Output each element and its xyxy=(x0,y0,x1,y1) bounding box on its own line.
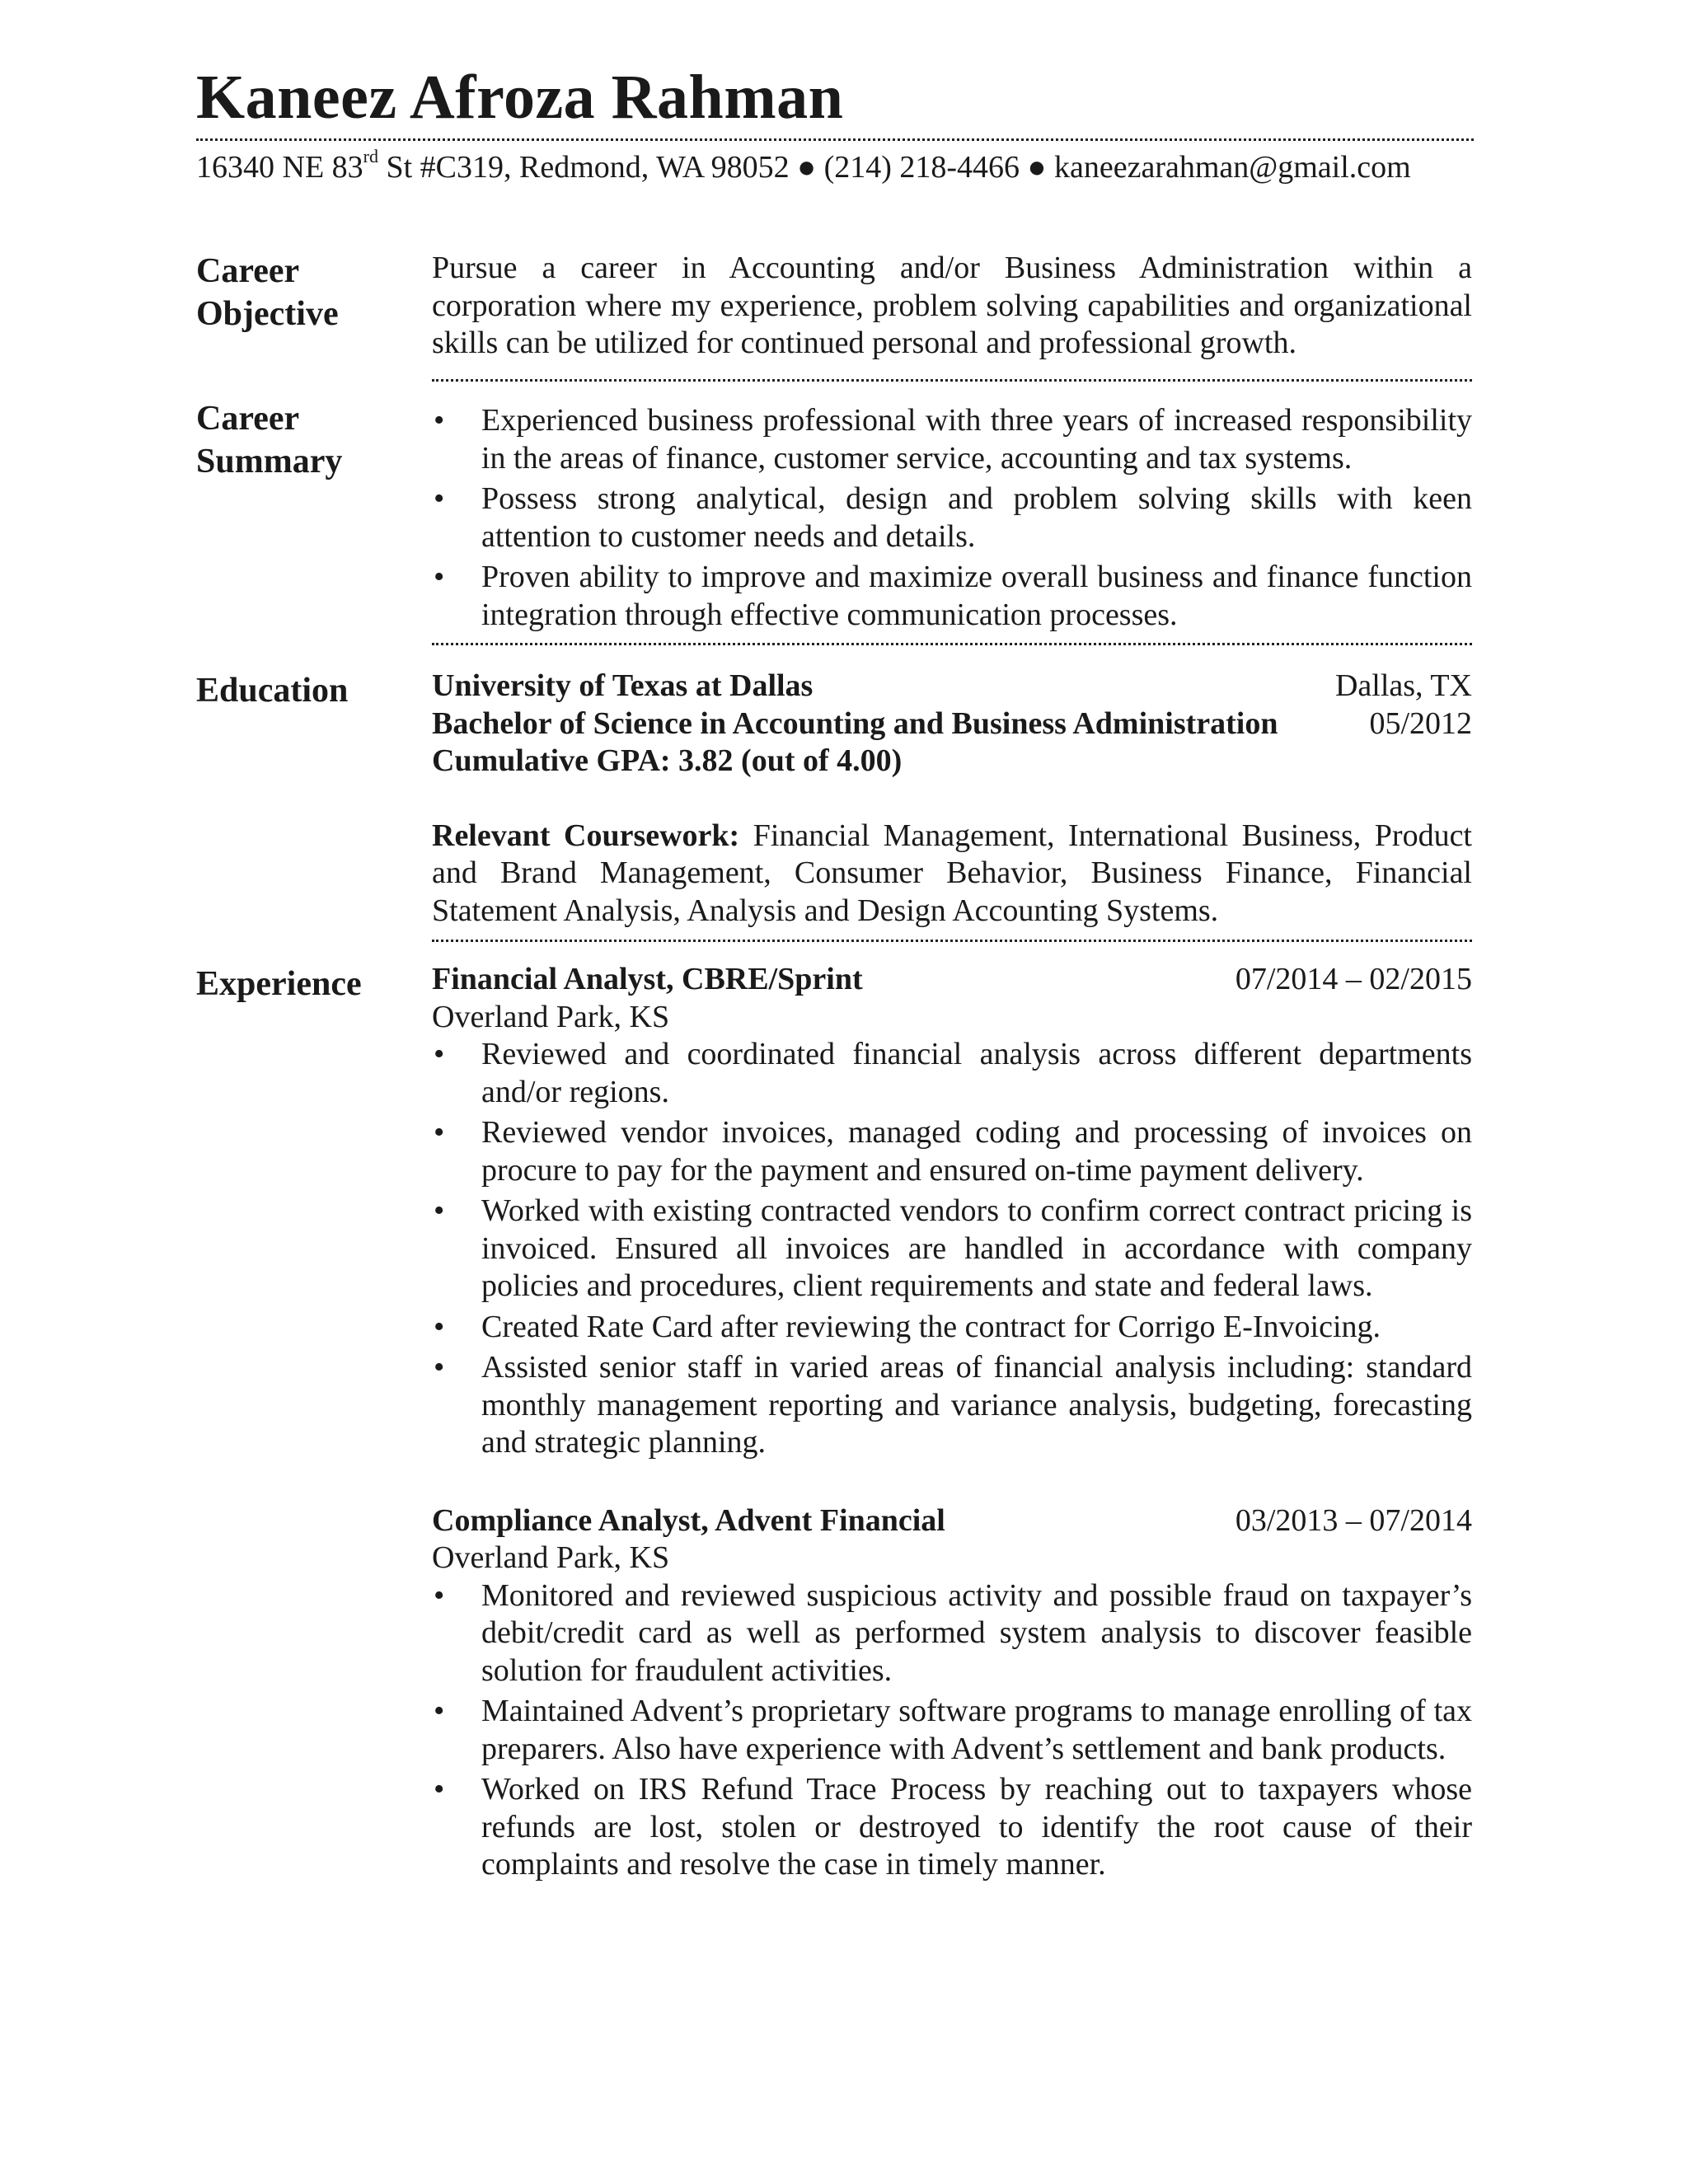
job-header xyxy=(432,961,1472,999)
degree: Bachelor of Science in Accounting and Business Administration xyxy=(432,705,1278,741)
education-degree-row xyxy=(432,705,1472,743)
job-header xyxy=(432,1502,1472,1540)
address: 16340 NE 83rd St #C319, Redmond, WA 98052 xyxy=(196,146,790,185)
job-dates: 03/2013 – 07/2014 xyxy=(1235,1502,1472,1538)
coursework: Relevant Coursework: Financial Management, International Business, Product and Brand Management, Consumer Behavior, Business Finance, Financial Statement Analysis, Analysis and Design Accounting Systems. xyxy=(432,818,1472,928)
contact-separator: ● xyxy=(789,150,824,185)
list-item: • Created Rate Card after reviewing the contract for Corrigo E-Invoicing. xyxy=(432,1309,1472,1347)
school-location: Dallas, TX xyxy=(1334,668,1472,703)
section-title-summary: Career Summary xyxy=(196,400,343,480)
list-item: • Worked on IRS Refund Trace Process by reaching out to taxpayers whose refunds are lost, stolen or destroyed to identify the root cause of their complaints and resolve the case in timely manner. xyxy=(432,1771,1472,1884)
section-divider xyxy=(432,940,1472,942)
section-title-objective: Career Objective xyxy=(196,252,339,333)
phone: (214) 218-4466 xyxy=(823,150,1020,185)
objective-text: Pursue a career in Accounting and/or Business Administration within a corporation where my experience, problem solving capabilities and organizational skills can be utilized for continued personal and professional growth. xyxy=(432,251,1472,360)
list-item: • Proven ability to improve and maximize overall business and finance function integration through effective communication processes. xyxy=(432,559,1472,634)
job-bullets xyxy=(432,1577,1472,1884)
education-school-row xyxy=(432,668,1472,705)
list-item: • Reviewed and coordinated financial analysis across different departments and/or regions. xyxy=(432,1036,1472,1111)
job-dates: 07/2014 – 02/2015 xyxy=(1235,962,1472,996)
job-location: Overland Park, KS xyxy=(432,999,670,1034)
header-divider xyxy=(196,138,1474,141)
list-item: • Assisted senior staff in varied areas of financial analysis including: standard monthly management reporting and variance analysis, budgeting, forecasting and strategic planning. xyxy=(432,1349,1472,1462)
contact-separator: ● xyxy=(1020,150,1054,185)
school-name: University of Texas at Dallas xyxy=(432,668,814,703)
list-item: • Worked with existing contracted vendors to confirm correct contract pricing is invoiced. Ensured all invoices are handled in accordance with company policies and procedures, client requirements and state and federal laws. xyxy=(432,1193,1472,1305)
list-item: • Maintained Advent’s proprietary software programs to manage enrolling of tax preparers. Also have experience with Advent’s settlement and bank products. xyxy=(432,1693,1472,1768)
resume-name: Kaneez Afroza Rahman xyxy=(196,63,844,132)
gpa: Cumulative GPA: 3.82 (out of 4.00) xyxy=(432,743,903,778)
list-item: • Monitored and reviewed suspicious activity and possible fraud on taxpayer’s debit/credit card as well as performed system analysis to discover feasible solution for fraudulent activities. xyxy=(432,1577,1472,1690)
summary-bullets xyxy=(432,402,1472,634)
job-entry xyxy=(432,961,1472,1462)
email: kaneezarahman@gmail.com xyxy=(1053,150,1411,185)
section-title-education: Education xyxy=(196,672,349,710)
section-title-experience: Experience xyxy=(196,965,362,1003)
job-title: Compliance Analyst, Advent Financial xyxy=(432,1502,945,1538)
contact-line xyxy=(196,147,1515,188)
job-entry xyxy=(432,1502,1472,1884)
list-item: • Possess strong analytical, design and problem solving skills with keen attention to customer needs and details. xyxy=(432,480,1472,555)
section-divider xyxy=(432,643,1472,645)
list-item: • Reviewed vendor invoices, managed coding and processing of invoices on procure to pay for the payment and ensured on-time payment delivery. xyxy=(432,1114,1472,1189)
job-location: Overland Park, KS xyxy=(432,1540,670,1575)
job-bullets xyxy=(432,1036,1472,1462)
job-title: Financial Analyst, CBRE/Sprint xyxy=(432,962,863,996)
section-divider xyxy=(432,379,1472,382)
experience-content xyxy=(432,961,1472,1887)
degree-date: 05/2012 xyxy=(1369,705,1472,741)
summary-content xyxy=(432,402,1472,637)
education-content xyxy=(432,668,1472,930)
list-item: • Experienced business professional with three years of increased responsibility in the areas of finance, customer service, accounting and tax systems. xyxy=(432,402,1472,477)
